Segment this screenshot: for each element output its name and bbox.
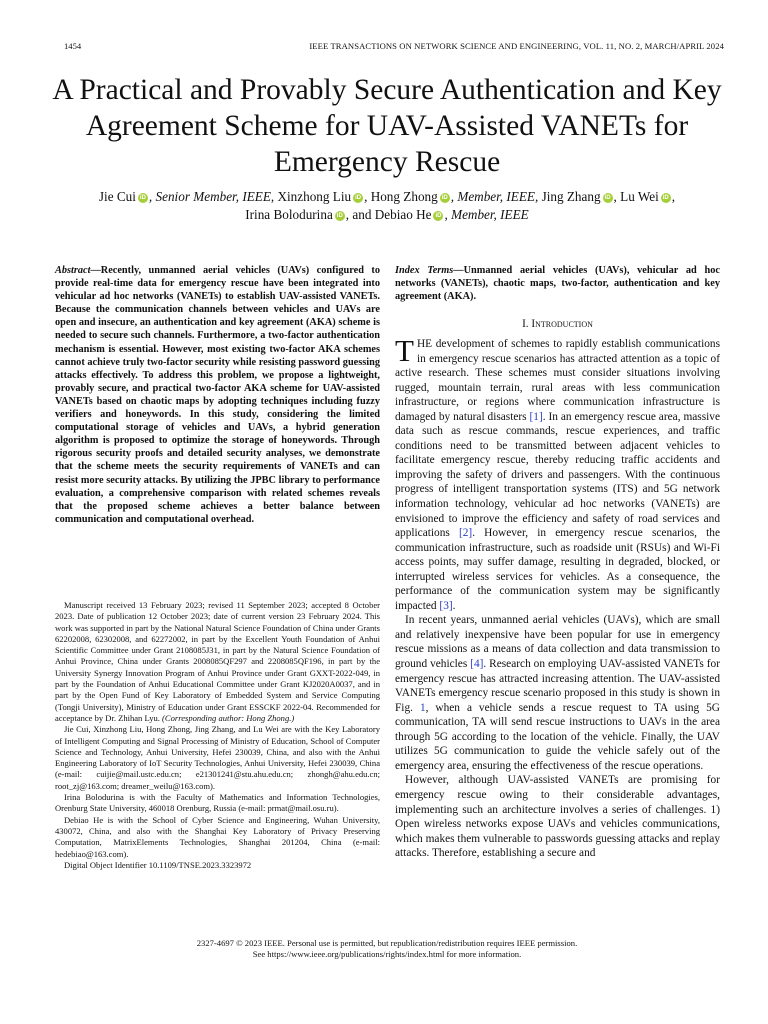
abstract-label: Abstract [55, 265, 91, 276]
corresponding-author: (Corresponding author: Hong Zhong.) [159, 712, 295, 723]
footnote-affiliation: Debiao He is with the School of Cyber Science and Engineering, Wuhan University, 430072, China, and also with the Shanghai Key Laboratory of Privacy Preserving Computation, MatrixElements Technologies, Shanghai 201204, China (e-mail: hedebiao@163.com). [55, 814, 380, 859]
copyright-line: 2327-4697 © 2023 IEEE. Personal use is permitted, but republication/redistribution requires IEEE permission. [196, 938, 578, 948]
author-name: , and Debiao He [345, 207, 432, 222]
paragraph-text: . Research on employing UAV-assisted VANETs for emergency rescue has attracted increasing attention. The UAV-assisted VANETs emergency rescue scenario proposed in this study is shown in Fig. [395, 658, 720, 714]
footnote-affiliation: Jie Cui, Xinzhong Liu, Hong Zhong, Jing Zhang, and Lu Wei are with the Key Laboratory of Intelligent Computing and Signal Processing of Ministry of Education, School of Computer Science and Technology, Anhui University, Hefei 230039, China, and also with the Anhui Engineering Laboratory of IoT Security Technologies, Anhui University, Hefei 230039, China (e-mail: cuijie@mail.ustc.edu.cn; e21301241@stu.ahu.edu.cn; zhongh@ahu.edu.cn; root_zj@163.com; dreamer_weilu@163.com). [55, 724, 380, 791]
paragraph [395, 333, 720, 613]
introduction-body [395, 333, 720, 861]
orcid-icon[interactable]: iD [604, 195, 611, 201]
journal-name: IEEE TRANSACTIONS ON NETWORK SCIENCE AND ENGINEERING, VOL. 11, NO. 2, MARCH/APRIL 2024 [309, 41, 724, 51]
author-name: , Jing Zhang [534, 189, 601, 204]
author-name: Irina Bolodurina [245, 207, 333, 222]
section-number: I. [522, 318, 532, 330]
author-name: , Xinzhong Liu [270, 189, 352, 204]
index-terms [395, 264, 720, 303]
footnotes [55, 600, 380, 871]
author-name: Jie Cui [98, 189, 136, 204]
footnote-text: Manuscript received 13 February 2023; revised 11 September 2023; accepted 8 October 2023. Date of publication 12 October 2023; date of current version 23 February 2024. This work was supported in part by the National Natural Science Foundation of China under Grants 62202008, 62302008, and 62272002, in part by the Excellent Youth Foundation of Anhui Scientific Committee under Grant 2108085J31, in part by the Natural Science Foundation of Anhui Province, China under Grants 2008085QF297 and 2208085QF196, in part by the University Synergy Innovation Program of Anhui Province under Grant GXXT-2022-049, in part by the Foundation of Anhui Educational Committee under Grant KJ2020A0037, and in part by the Open Fund of Key Laboratory of Embedded System and Service Computing (Tongji University), Ministry of Education under Grant ESSCKF 2022-04. Recommended for acceptance by Dr. Zhihan Lyu. [55, 600, 380, 723]
index-terms-text: —Unmanned aerial vehicles (UAVs), vehicular ad hoc networks (VANETs), chaotic maps, two-factor, authentication and key agreement (AKA). [395, 265, 720, 303]
abstract [55, 264, 380, 526]
copyright-footer [40, 938, 734, 960]
footnote-affiliation: Irina Bolodurina is with the Faculty of Mathematics and Information Technologies, Orenburg State University, 460018 Orenburg, Russia (e-mail: prmat@mail.osu.ru). [55, 792, 380, 814]
orcid-icon[interactable]: iD [441, 195, 448, 201]
paper-title: A Practical and Provably Secure Authentication and Key Agreement Scheme for UAV-Assisted VANETs for Emergency Rescue [52, 74, 722, 178]
orcid-icon[interactable]: iD [336, 213, 343, 219]
citation-link[interactable]: [2] [458, 527, 473, 540]
paragraph-text: . In an emergency rescue area, massive data such as rescue commands, rescue experiences, and traffic conditions need to be transmitted between adjacent vehicles to facilitate emergency rescue, thereby reducing traffic accidents and improving the safety of drivers and passengers. With the continuous progress of intelligent transportation systems (ITS) and 5G network information technology, vehicular ad hoc networks (VANETs) are envisioned to improve the efficiency and safety of road services and applications [395, 410, 720, 540]
author-list [40, 188, 734, 224]
paragraph-text: , when a vehicle sends a rescue request to TA using 5G communication, TA will send rescue instructions to UAVs in the area through 5G according to the location of the vehicle. Finally, the UAV utilizes 5G communication to guide the vehicle safely out of the emergency area, ensuring the effectiveness of the rescue operations. [395, 701, 720, 772]
author-membership: , Senior Member, IEEE [148, 189, 271, 204]
index-terms-label: Index Terms [395, 265, 454, 276]
orcid-icon[interactable]: iD [435, 213, 442, 219]
author-name: , Hong Zhong [364, 189, 438, 204]
author-name: , Lu Wei [613, 189, 659, 204]
section-title: Introduction [531, 318, 593, 330]
citation-link[interactable]: [4] [470, 658, 484, 671]
abstract-text: —Recently, unmanned aerial vehicles (UAVs) configured to provide real-time data for emergency rescue have been integrated into vehicular ad hoc networks (VANETs) to establish UAV-assisted VANETs. Because the communication channels between vehicles and UAVs are open and insecure, an authentication and key agreement (AKA) scheme is needed to secure such channels. Furthermore, a two-factor authentication mechanism is essential. However, most existing two-factor AKA schemes cannot achieve truly two-factor security while resisting password guessing attacks effectively. To address this problem, we propose a lightweight, provably secure, and practical two-factor AKA scheme for UAV-assisted VANETs based on chaotic maps by adopting techniques including fuzzy verifiers and honeywords. In this study, considering the limited computational storage of vehicles and UAVs, a hybrid generation algorithm is proposed to optimize the storage of honeywords. Through rigorous security proofs and detailed security analyses, we demonstrate that the scheme meets the security requirements of VANETs and can resist more security attacks. By utilizing the JPBC library to performance evaluation, a comprehensive comparison with related schemes reveals that the proposed scheme achieves a better balance between communication and computational overhead. [55, 265, 380, 525]
citation-link[interactable]: [1] [529, 410, 543, 423]
paragraph-text: HE development of schemes to rapidly establish communications in emergency rescue scenarios has attracted attention as a topic of active research. These schemes must consider situations involving rugged, mountain terrain, rural areas with less communication infrastructure, or regions where communication infrastructure is damaged by natural disasters [395, 338, 720, 423]
author-membership: , Member, IEEE [450, 189, 535, 204]
section-heading [395, 318, 720, 330]
paragraph [395, 613, 720, 773]
paragraph-text: . [452, 599, 456, 612]
paragraph-text: In recent years, unmanned aerial vehicles (UAVs), which are small and relatively inexpensive have been popular for use in emergency rescue missions as a means of data collection and data transmission to ground vehicles [395, 614, 720, 671]
citation-link[interactable]: [3] [439, 599, 453, 612]
footnote-manuscript [55, 600, 380, 724]
orcid-icon[interactable]: iD [139, 195, 146, 201]
orcid-icon[interactable]: iD [355, 195, 362, 201]
paragraph: However, although UAV-assisted VANETs are promising for emergency rescue owing to their considerable advantages, implementing such an architecture involves a series of challenges. 1) Open wireless networks expose UAVs and vehicles communications, which makes them vulnerable to passwords guessing attacks and replay attacks. Therefore, establishing a secure and [395, 774, 720, 860]
page-number: 1454 [64, 41, 82, 51]
orcid-icon[interactable]: iD [662, 195, 669, 201]
rights-link-line: See https://www.ieee.org/publications/rights/index.html for more information. [252, 949, 522, 959]
paragraph-text: . However, in emergency rescue scenarios, the communication infrastructure, such as roadside unit (RSUs) and Wi-Fi access points, may suffer damage, resulting in degraded, blocked, or interrupted wireless services for vehicles. As a consequence, the performance of the communication system may be significantly impacted [395, 527, 720, 612]
author-membership: , Member, IEEE [444, 207, 529, 222]
drop-cap: T [395, 333, 414, 368]
figure-link[interactable]: 1 [419, 701, 426, 714]
footnote-doi: Digital Object Identifier 10.1109/TNSE.2023.3323972 [64, 859, 252, 870]
author-separator: , [671, 189, 676, 204]
